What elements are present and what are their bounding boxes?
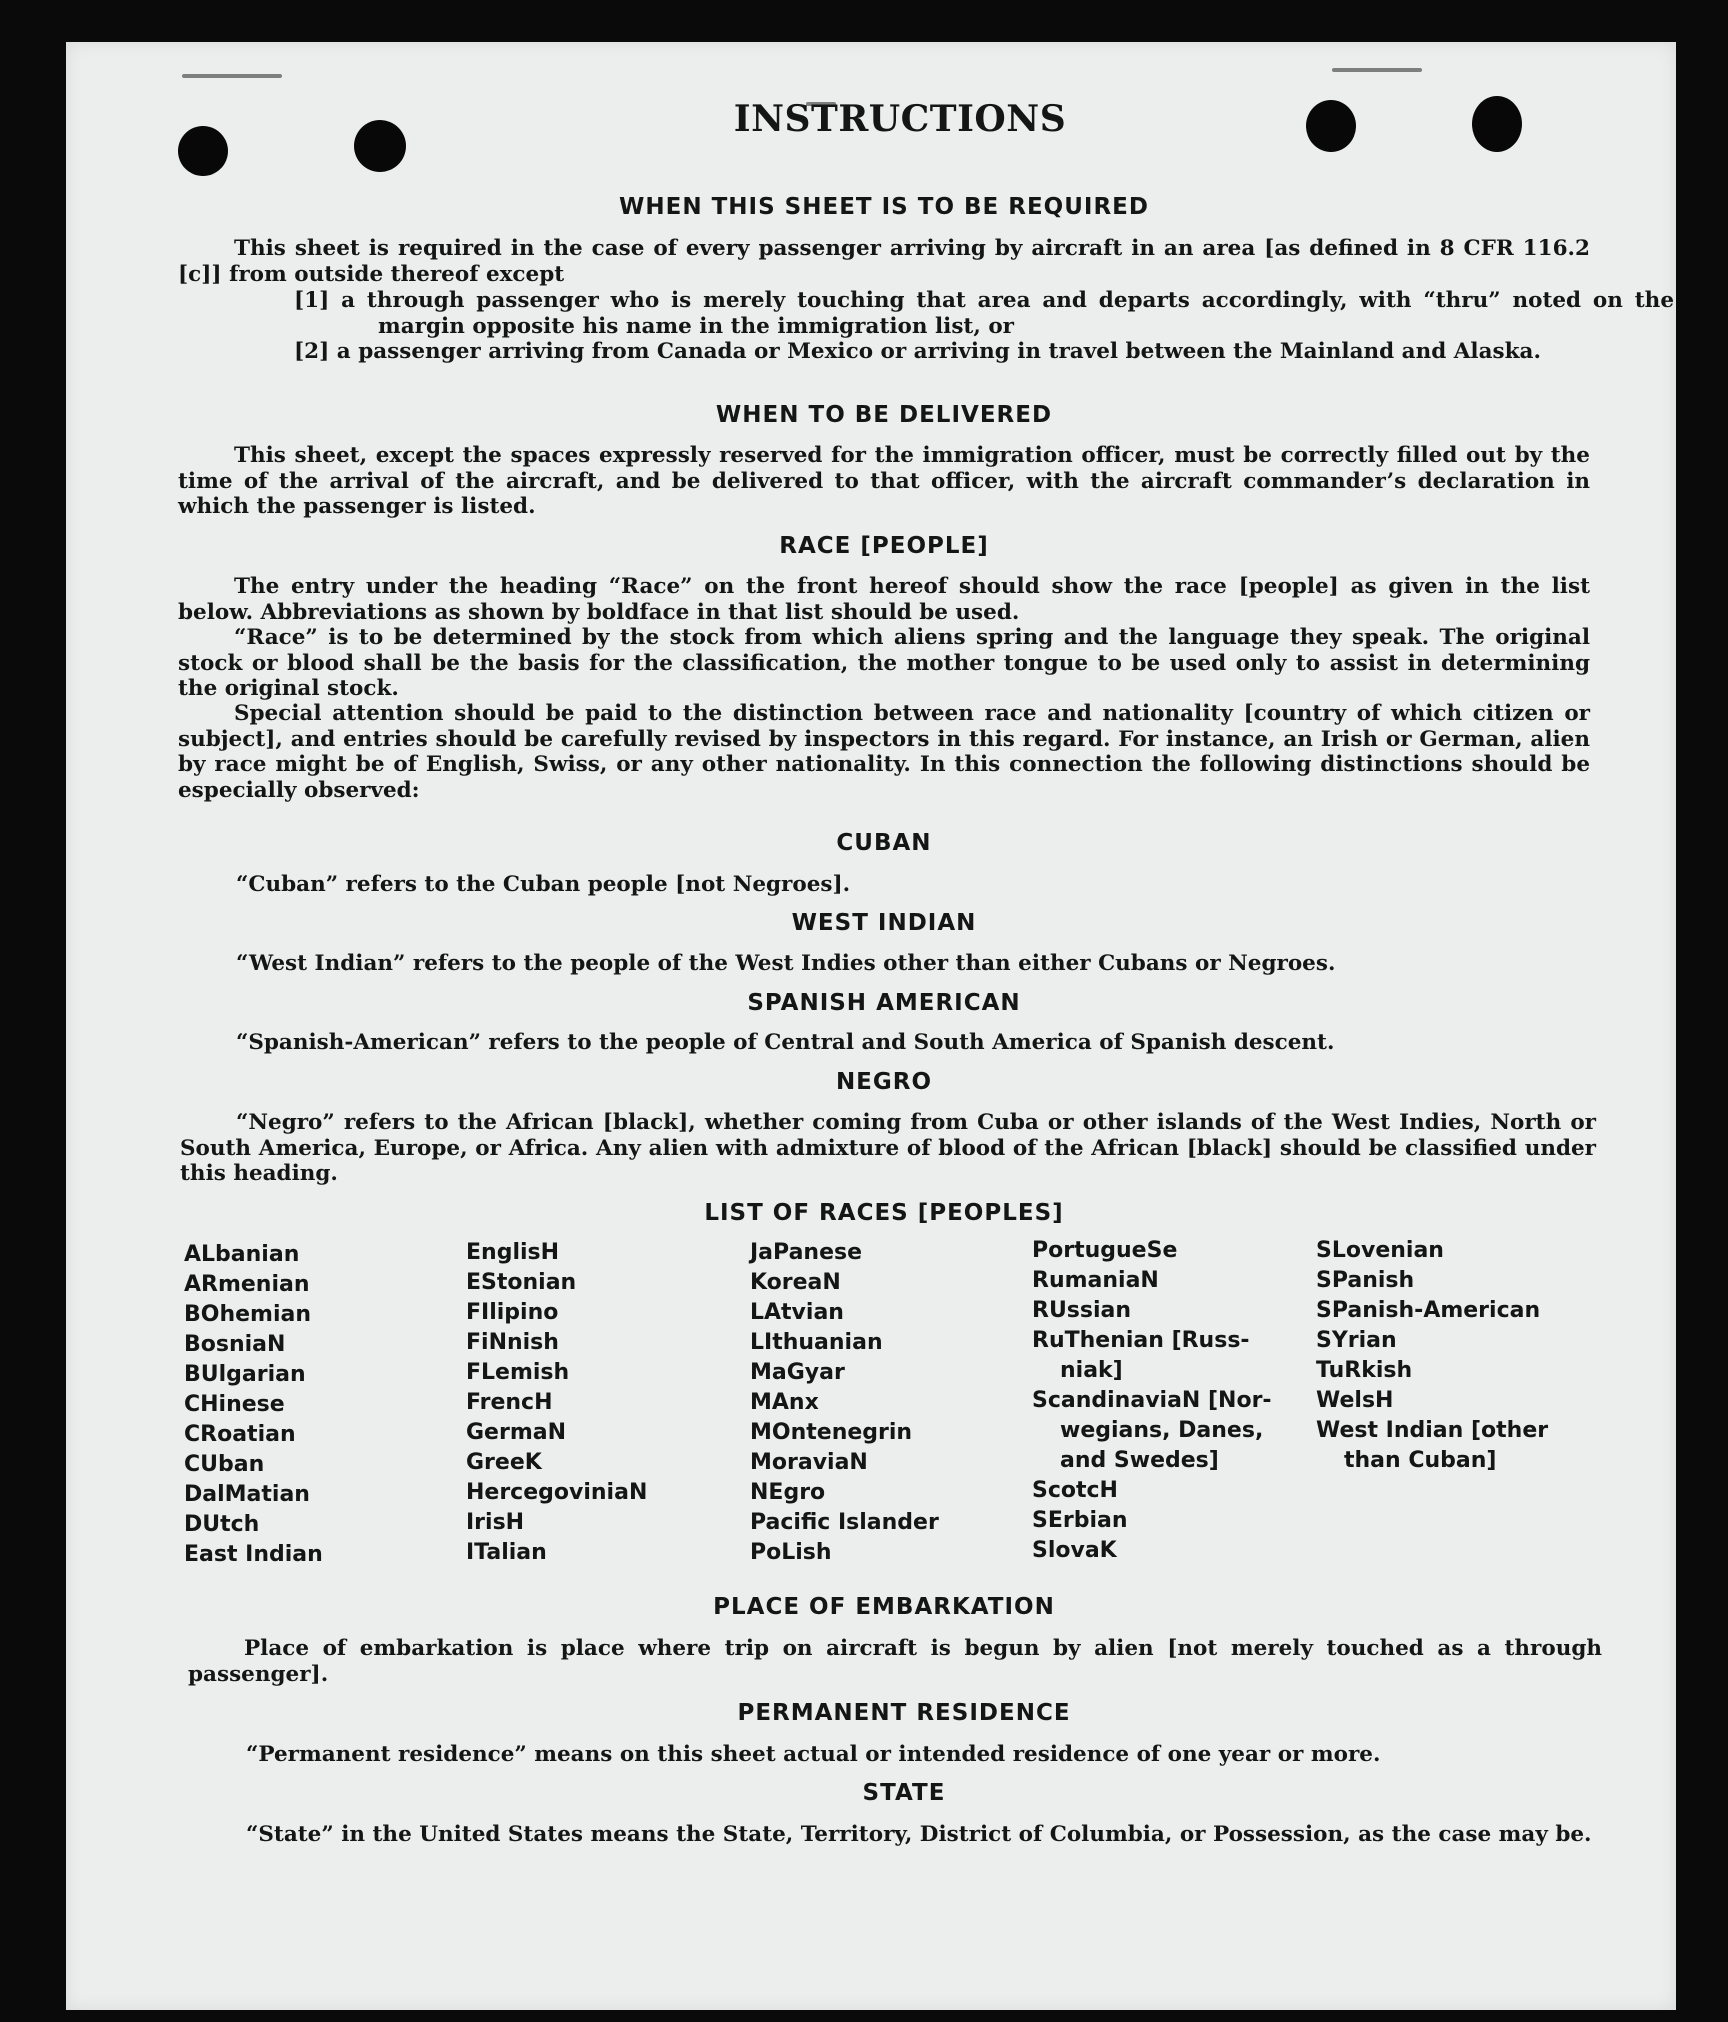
race-item: SPanish	[1316, 1268, 1415, 1293]
paragraph-cuban: “Cuban” refers to the Cuban people [not Negroes].	[236, 872, 851, 897]
race-item: ScotcH	[1032, 1478, 1118, 1503]
race-item: CHinese	[184, 1392, 285, 1417]
race-item: KoreaN	[750, 1270, 841, 1295]
race-item: than Cuban]	[1344, 1448, 1497, 1473]
race-column-2	[466, 1238, 647, 1568]
race-item: Pacific Islander	[750, 1510, 939, 1535]
paragraph-negro: “Negro” refers to the African [black], whether coming from Cuba or other islands of the West Indies, North or South America, Europe, or Africa. Any alien with admixture of blood of the African [black] should be classified under this heading.	[180, 1110, 1596, 1186]
race-item: GreeK	[466, 1450, 542, 1475]
heading-state: STATE	[862, 1780, 946, 1806]
paragraph-delivery: This sheet, except the spaces expressly reserved for the immigration officer, must be correctly filled out by the time of the arrival of the aircraft, and be delivered to that officer, with the aircraft commander’s declaration in which the passenger is listed.	[178, 443, 1590, 519]
heading-spanish-american: SPANISH AMERICAN	[747, 990, 1021, 1016]
race-column-1	[184, 1240, 323, 1570]
race-item: JaPanese	[750, 1240, 863, 1265]
race-item: CRoatian	[184, 1422, 296, 1447]
race-item: DUtch	[184, 1512, 260, 1537]
paragraph-spanish-american: “Spanish-American” refers to the people of Central and South America of Spanish descent.	[236, 1030, 1335, 1055]
page-title: INSTRUCTIONS	[733, 98, 1067, 140]
race-item: SYrian	[1316, 1328, 1397, 1353]
race-item: ARmenian	[184, 1272, 310, 1297]
paragraph-race-2: “Race” is to be determined by the stock from which aliens spring and the language they speak. The original stock or blood shall be the basis for the classification, the mother tongue to be used only to assist in determining the original stock.	[178, 625, 1590, 701]
race-item: HercegoviniaN	[466, 1480, 648, 1505]
race-item: PortugueSe	[1032, 1238, 1178, 1263]
race-item: IrisH	[466, 1510, 525, 1535]
race-item: WelsH	[1316, 1388, 1394, 1413]
race-item: BUlgarian	[184, 1362, 306, 1387]
paragraph-state: “State” in the United States means the State, Territory, District of Columbia, or Possession, as the case may be.	[246, 1822, 1592, 1847]
race-item: RumaniaN	[1032, 1268, 1159, 1293]
race-item: niak]	[1060, 1358, 1123, 1383]
race-item: SlovaK	[1032, 1538, 1117, 1563]
race-item: RUssian	[1032, 1298, 1132, 1323]
race-item: East Indian	[184, 1542, 323, 1567]
heading-west-indian: WEST INDIAN	[791, 910, 977, 936]
race-item: CUban	[184, 1452, 265, 1477]
paragraph-race-3: Special attention should be paid to the distinction between race and nationality [country of which citizen or subject], and entries should be carefully revised by inspectors in this regard. For instance, an Irish or German, alien by race might be of English, Swiss, or any other nationality. In this connection the following distinctions should be especially observed:	[178, 701, 1590, 803]
paragraph-residence: “Permanent residence” means on this sheet actual or intended residence of one year or more.	[246, 1742, 1381, 1767]
paragraph-requirement: This sheet is required in the case of every passenger arriving by aircraft in an area [as defined in 8 CFR 116.2 [c]] from outside thereof except	[178, 236, 1590, 287]
race-item: SLovenian	[1316, 1238, 1444, 1263]
list-item-2: [2] a passenger arriving from Canada or Mexico or arriving in travel between the Mainland and Alaska.	[294, 339, 1541, 364]
race-item: NEgro	[750, 1480, 826, 1505]
race-item: LAtvian	[750, 1300, 844, 1325]
race-item: wegians, Danes,	[1060, 1418, 1264, 1443]
race-item: TuRkish	[1316, 1358, 1413, 1383]
heading-place-of-embarkation: PLACE OF EMBARKATION	[713, 1594, 1055, 1620]
race-column-4	[1032, 1236, 1272, 1566]
heading-cuban: CUBAN	[836, 830, 932, 856]
race-item: MoraviaN	[750, 1450, 868, 1475]
race-item: MOntenegrin	[750, 1420, 913, 1445]
ink-smudge	[182, 74, 282, 78]
race-item: FIlipino	[466, 1300, 559, 1325]
heading-when-required: WHEN THIS SHEET IS TO BE REQUIRED	[619, 194, 1149, 220]
race-item: SErbian	[1032, 1508, 1128, 1533]
heading-negro: NEGRO	[835, 1069, 933, 1095]
heading-race: RACE [PEOPLE]	[779, 533, 989, 559]
race-item: SPanish-American	[1316, 1298, 1541, 1323]
list-item-1: [1] a through passenger who is merely touching that area and departs accordingly, with “thru” noted on the margin opposite his name in the immigration list, or	[294, 288, 1674, 339]
race-item: LIthuanian	[750, 1330, 883, 1355]
race-item: EStonian	[466, 1270, 577, 1295]
race-item: GermaN	[466, 1420, 567, 1445]
race-item: BOhemian	[184, 1302, 312, 1327]
race-item: and Swedes]	[1060, 1448, 1219, 1473]
race-item: MAnx	[750, 1390, 819, 1415]
race-item: EnglisH	[466, 1240, 560, 1265]
race-item: BosniaN	[184, 1332, 286, 1357]
race-item: ALbanian	[184, 1242, 300, 1267]
race-item: ScandinaviaN [Nor-	[1032, 1388, 1272, 1413]
race-item: ITalian	[466, 1540, 547, 1565]
race-column-5	[1316, 1236, 1548, 1476]
race-item: MaGyar	[750, 1360, 845, 1385]
race-item: FiNnish	[466, 1330, 559, 1355]
race-item: FrencH	[466, 1390, 553, 1415]
paragraph-race-1: The entry under the heading “Race” on the front hereof should show the race [people] as given in the list below. Abbreviations as shown by boldface in that list should be used.	[178, 574, 1590, 625]
race-item: PoLish	[750, 1540, 832, 1565]
heading-list-of-races: LIST OF RACES [PEOPLES]	[704, 1200, 1064, 1226]
race-item: West Indian [other	[1316, 1418, 1549, 1443]
race-item: DalMatian	[184, 1482, 310, 1507]
paragraph-embarkation: Place of embarkation is place where trip on aircraft is begun by alien [not merely touched as a through passenger].	[188, 1636, 1602, 1687]
paragraph-west-indian: “West Indian” refers to the people of the West Indies other than either Cubans or Negroes.	[236, 951, 1336, 976]
race-column-3	[750, 1238, 939, 1568]
ink-smudge	[1332, 68, 1422, 72]
heading-permanent-residence: PERMANENT RESIDENCE	[737, 1700, 1071, 1726]
race-item: RuThenian [Russ-	[1032, 1328, 1250, 1353]
heading-when-delivered: WHEN TO BE DELIVERED	[715, 402, 1053, 428]
race-item: FLemish	[466, 1360, 570, 1385]
